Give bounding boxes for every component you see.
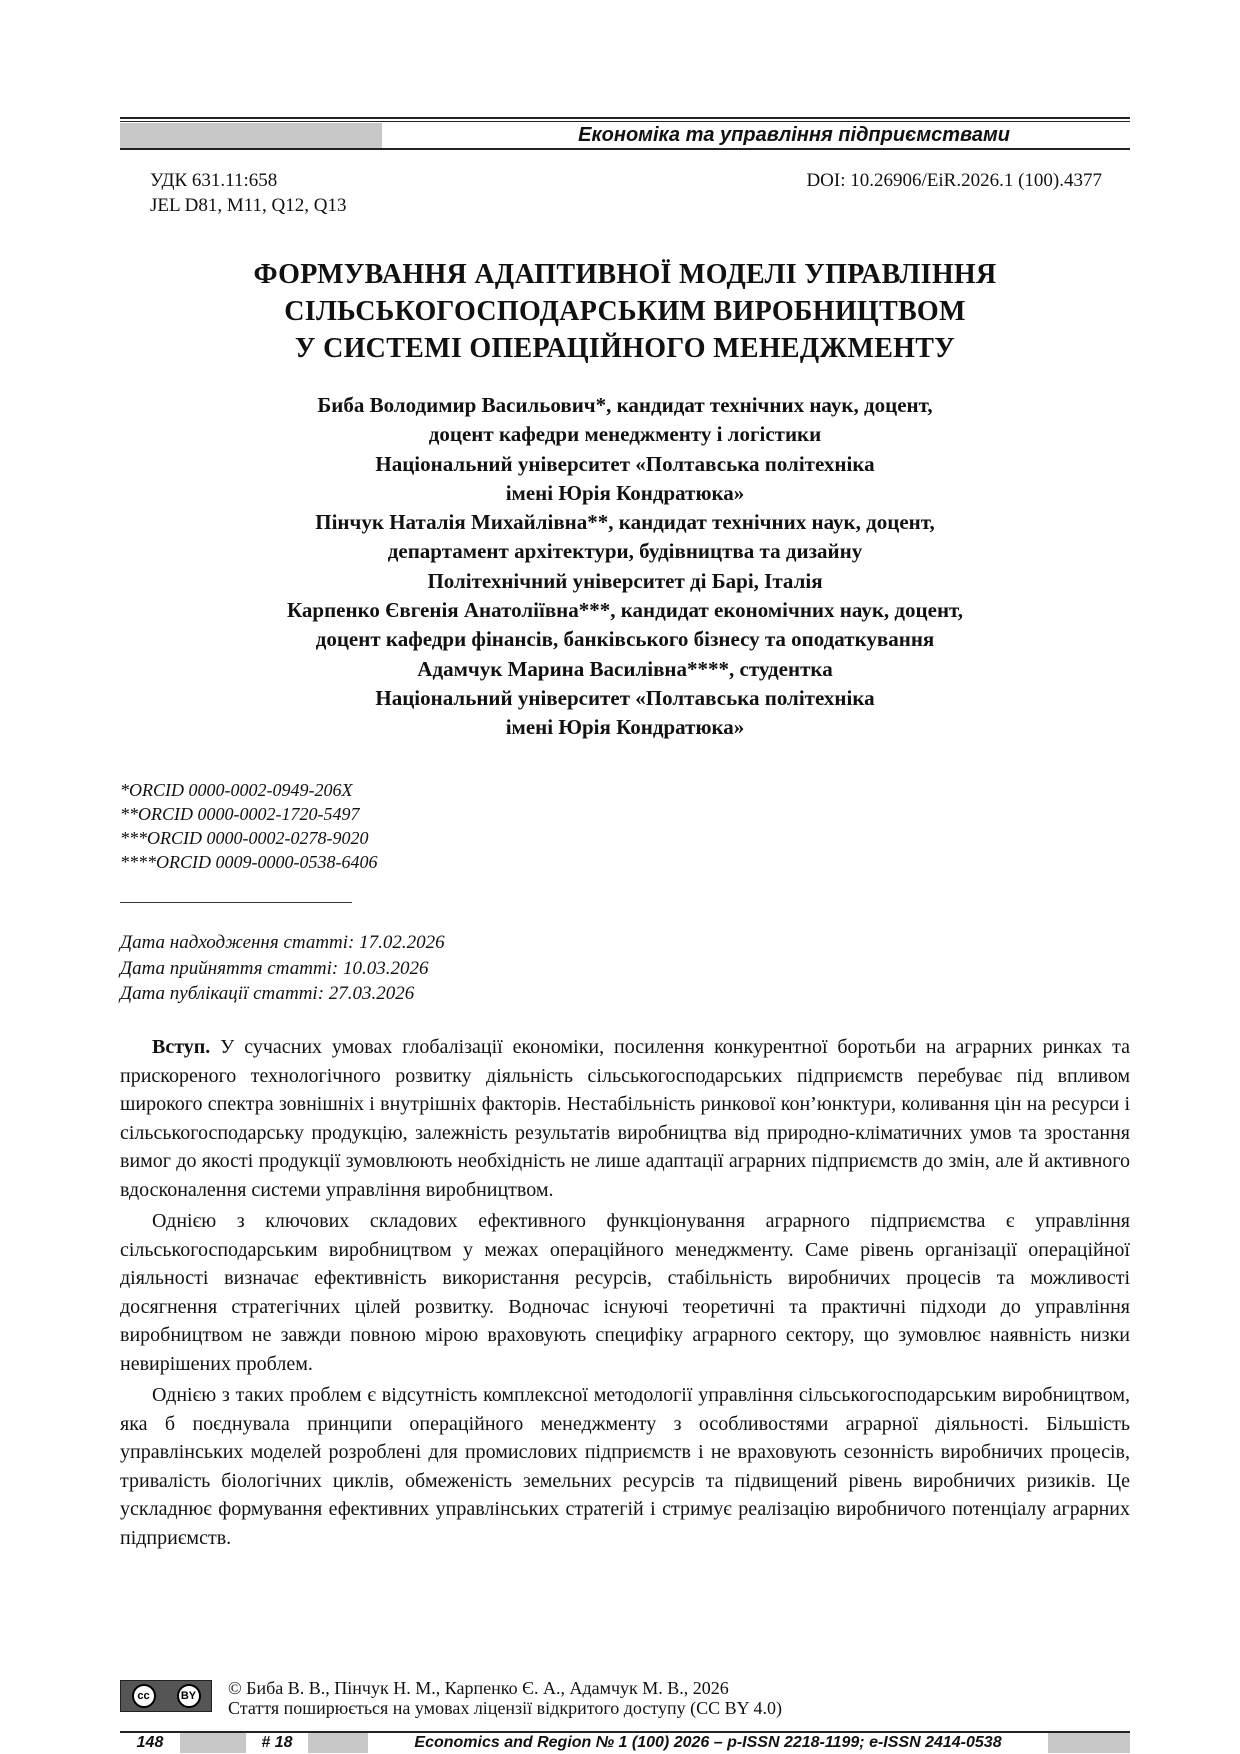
by-attribution-icon: BY: [177, 1684, 201, 1708]
copyright-line: © Биба В. В., Пінчук Н. М., Карпенко Є. А., Адамчук М. В., 2026: [228, 1678, 729, 1698]
udk-code: УДК 631.11:658: [150, 170, 278, 191]
author-line: департамент архітектури, будівництва та дизайну: [387, 539, 863, 564]
journal-section-title: Економіка та управління підприємствами: [578, 124, 1010, 146]
orcid-entry: **ORCID 0000-0002-1720-5497: [120, 804, 360, 824]
author-line: імені Юрія Кондратюка»: [505, 715, 745, 740]
running-footer: [120, 1733, 1130, 1753]
jel-codes: JEL D81, M11, Q12, Q13: [150, 195, 347, 216]
header-gray-block: [120, 123, 382, 148]
date-accepted: Дата прийняття статті: 10.03.2026: [120, 957, 429, 979]
paragraph: Однією з ключових складових ефективного функціонування аграрного підприємства є управління сільськогосподарським виробництвом у межах операційного менеджменту. Саме рівень організації операційної діяльності визначає ефективність використання ресурсів, стабільність виробничих процесів та можливості досягнення стратегічних цілей розвитку. Водночас існуючі теоретичні та практичні підходи до управління виробництвом не завжди повною мірою враховують специфіку аграрного сектору, що зумовлює наявність низки невирішених проблем.: [120, 1210, 1130, 1375]
running-header: [120, 123, 1130, 148]
author-line: Національний університет «Полтавська політехніка: [375, 685, 875, 710]
orcid-entry: *ORCID 0000-0002-0949-206X: [120, 780, 353, 800]
article-dates: [120, 930, 445, 1007]
date-received: Дата надходження статті: 17.02.2026: [120, 932, 445, 953]
footer-gray-block: [180, 1733, 246, 1753]
issue-marker: # 18: [246, 1733, 308, 1753]
page-number: 148: [120, 1733, 180, 1753]
journal-citation: Economics and Region № 1 (100) 2026 – p-ISSN 2218-1199; e-ISSN 2414-0538: [368, 1733, 1048, 1753]
author-line: доцент кафедри менеджменту і логістики: [428, 422, 822, 447]
article-title: [120, 256, 1130, 367]
doi: DOI: 10.26906/EiR.2026.1 (100).4377: [806, 170, 1102, 191]
footer-gray-block: [1048, 1733, 1130, 1753]
intro-label: Вступ.: [152, 1036, 211, 1058]
header-rule-top-thin: [120, 121, 1130, 122]
license-text: [228, 1678, 782, 1718]
author-line: Пінчук Наталія Михайлівна**, кандидат технічних наук, доцент,: [315, 510, 935, 535]
author-line: Національний університет «Полтавська політехніка: [375, 451, 875, 476]
title-line: СІЛЬСЬКОГОСПОДАРСЬКИМ ВИРОБНИЦТВОМ: [284, 296, 966, 327]
paragraph: Однією з таких проблем є відсутність комплексної методології управління сільськогосподарським виробництвом, яка б поєднувала принципи операційного менеджменту з особливостями аграрної діяльності. Більшість управлінських моделей розроблені для промислових підприємств і не враховують сезонність виробничих процесів, тривалість біологічних циклів, обмеженість земельних ресурсів та підвищений рівень виробничих ризиків. Це ускладнює формування ефективних управлінських стратегій і стримує реалізацію виробничого потенціалу аграрних підприємств.: [120, 1384, 1130, 1549]
cc-by-license-badge: [120, 1680, 212, 1712]
author-line: імені Юрія Кондратюка»: [505, 480, 745, 505]
license-statement: Стаття поширюється на умовах ліцензії відкритого доступу (CC BY 4.0): [228, 1698, 782, 1718]
author-line: Карпенко Євгенія Анатоліївна***, кандидат економічних наук, доцент,: [286, 598, 964, 623]
author-block: [120, 391, 1130, 743]
date-published: Дата публікації статті: 27.03.2026: [120, 983, 415, 1004]
orcid-entry: ***ORCID 0000-0002-0278-9020: [120, 828, 369, 848]
author-line: Адамчук Марина Василівна****, студентка: [417, 656, 833, 681]
header-rule-top: [120, 117, 1130, 119]
author-line: доцент кафедри фінансів, банківського бізнесу та оподаткування: [315, 627, 935, 652]
classification-codes: [150, 168, 347, 218]
article-body: [120, 1033, 1130, 1555]
paragraph-intro: [120, 1033, 1130, 1204]
title-line: ФОРМУВАННЯ АДАПТИВНОЇ МОДЕЛІ УПРАВЛІННЯ: [253, 259, 997, 290]
cc-icon: cc: [132, 1684, 156, 1708]
separator-line: [120, 902, 352, 903]
paragraph-text: У сучасних умовах глобалізації економіки, посилення конкурентної боротьби на аграрних ринках та прискореного технологічного розвитку діяльність сільськогосподарських підприємств перебуває під впливом широкого спектра зовнішніх і внутрішніх факторів. Нестабільність ринкової кон’юнктури, коливання цін на ресурси і сільськогосподарську продукцію, залежність результатів виробництва від природно-кліматичних умов та зростання вимог до якості продукції зумовлюють необхідність не лише адаптації аграрних підприємств до змін, але й активного вдосконалення системи управління виробництвом.: [120, 1036, 1130, 1201]
header-rule-bottom: [120, 148, 1130, 150]
orcid-entry: ****ORCID 0009-0000-0538-6406: [120, 852, 378, 872]
orcid-list: [120, 778, 377, 874]
author-line: Політехнічний університет ді Барі, Італія: [427, 568, 823, 593]
author-line: Биба Володимир Васильович*, кандидат технічних наук, доцент,: [317, 393, 933, 417]
title-line: У СИСТЕМІ ОПЕРАЦІЙНОГО МЕНЕДЖМЕНТУ: [294, 333, 956, 364]
footer-gray-block: [308, 1733, 368, 1753]
